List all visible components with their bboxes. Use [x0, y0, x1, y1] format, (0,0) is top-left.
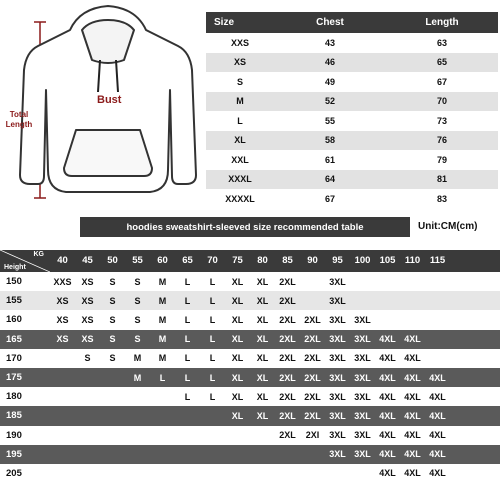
height-cell: 185	[6, 410, 22, 422]
table-caption: hoodies sweatshirt-sleeved size recommended table	[80, 217, 410, 237]
size-recommendation-cell: 4XL	[429, 372, 446, 383]
size-recommendation-cell: XL	[231, 295, 244, 306]
size-table-row	[206, 92, 498, 112]
size-recommendation-cell: L	[184, 353, 191, 364]
total-label: Total	[9, 110, 29, 119]
size-recommendation-cell: 3XL	[329, 430, 346, 441]
size-recommendation-cell: 4XL	[379, 372, 396, 383]
size-recommendation-cell: 2XL	[279, 276, 296, 287]
size-recommendation-cell: 2XL	[304, 372, 321, 383]
size-recommendation-cell: XL	[256, 353, 269, 364]
size-recommendation-cell: S	[134, 276, 141, 287]
length-cell: 70	[436, 96, 447, 107]
height-row	[0, 349, 500, 368]
size-recommendation-cell: S	[109, 276, 116, 287]
bust-label: Bust	[97, 94, 122, 106]
header-length: Length	[425, 17, 459, 28]
size-recommendation-cell: L	[209, 276, 216, 287]
size-recommendation-cell: 3XL	[354, 410, 371, 421]
size-cell: XXS	[230, 37, 249, 48]
weight-column-header: 55	[132, 255, 143, 266]
size-recommendation-cell: XS	[56, 314, 69, 325]
size-recommendation-cell: 4XL	[379, 449, 396, 460]
size-table-row	[206, 72, 498, 92]
size-recommendation-cell: XL	[231, 314, 244, 325]
weight-column-header: 45	[82, 255, 93, 266]
size-recommendation-cell: S	[134, 295, 141, 306]
size-recommendation-cell: 4XL	[404, 353, 421, 364]
size-recommendation-cell: 3XL	[354, 449, 371, 460]
height-cell: 180	[6, 391, 22, 403]
size-recommendation-cell: 2XL	[279, 372, 296, 383]
weight-column-header: 100	[354, 255, 371, 266]
weight-column-header: 115	[429, 255, 446, 266]
size-recommendation-cell: XL	[256, 410, 269, 421]
size-recommendation-cell: 4XL	[379, 334, 396, 345]
size-recommendation-cell: 4XL	[429, 410, 446, 421]
size-recommendation-cell: 2XL	[304, 314, 321, 325]
height-row	[0, 464, 500, 483]
size-recommendation-cell: 3XL	[329, 410, 346, 421]
size-recommendation-cell: S	[109, 334, 116, 345]
size-recommendation-cell: 3XL	[354, 372, 371, 383]
size-table-row	[206, 53, 498, 73]
weight-column-header: 65	[182, 255, 193, 266]
weight-column-header: 40	[57, 255, 68, 266]
height-row	[0, 272, 500, 291]
height-cell: 155	[6, 295, 22, 307]
height-row	[0, 368, 500, 387]
size-recommendation-cell: XS	[81, 276, 94, 287]
size-recommendation-cell: 2XL	[304, 410, 321, 421]
size-table-row	[206, 131, 498, 151]
size-recommendation-cell: 4XL	[379, 391, 396, 402]
size-recommendation-cell: 2XL	[304, 353, 321, 364]
corner-cell	[0, 250, 50, 272]
size-recommendation-cell: XL	[231, 410, 244, 421]
size-recommendation-cell: 2XL	[304, 391, 321, 402]
height-cell: 175	[6, 372, 22, 384]
size-recommendation-cell: 3XL	[329, 295, 346, 306]
chest-cell: 49	[324, 76, 335, 87]
chest-cell: 61	[324, 154, 335, 165]
size-table-row	[206, 33, 498, 53]
size-table-row	[206, 170, 498, 190]
size-recommendation-cell: 4XL	[404, 449, 421, 460]
size-recommendation-cell: 3XL	[354, 430, 371, 441]
size-table-row	[206, 150, 498, 170]
size-recommendation-cell: XL	[231, 372, 244, 383]
size-recommendation-cell: S	[134, 334, 141, 345]
size-recommendation-cell: 4XL	[429, 468, 446, 479]
size-recommendation-cell: S	[134, 314, 141, 325]
size-recommendation-cell: 3XL	[329, 391, 346, 402]
size-table-row	[206, 189, 498, 209]
weight-column-header: 95	[332, 255, 343, 266]
size-recommendation-cell: S	[84, 353, 91, 364]
size-recommendation-cell: 2XI	[305, 430, 320, 441]
height-cell: 190	[6, 429, 22, 441]
size-cell: M	[236, 96, 244, 107]
size-chart-table	[206, 12, 498, 209]
weight-column-header: 110	[404, 255, 421, 266]
size-recommendation-cell: XL	[231, 353, 244, 364]
size-recommendation-cell: M	[158, 314, 167, 325]
size-recommendation-cell: 4XL	[404, 430, 421, 441]
size-recommendation-cell: 2XL	[279, 295, 296, 306]
chest-cell: 55	[324, 115, 335, 126]
size-recommendation-cell: 4XL	[429, 430, 446, 441]
length-cell: 65	[436, 57, 447, 68]
size-recommendation-cell: M	[158, 276, 167, 287]
size-recommendation-cell: 4XL	[379, 430, 396, 441]
size-recommendation-cell: 2XL	[279, 391, 296, 402]
length-cell: 73	[436, 115, 447, 126]
size-recommendation-cell: XS	[81, 295, 94, 306]
size-recommendation-cell: 2XL	[279, 334, 296, 345]
size-recommendation-cell: L	[184, 334, 191, 345]
weight-column-header: 85	[282, 255, 293, 266]
length-cell: 79	[436, 154, 447, 165]
size-recommendation-cell: S	[109, 353, 116, 364]
weight-unit-label: KG	[33, 251, 44, 258]
size-cell: L	[237, 115, 243, 126]
size-recommendation-cell: 3XL	[329, 353, 346, 364]
size-recommendation-cell: 3XL	[329, 372, 346, 383]
chest-cell: 67	[324, 193, 335, 204]
size-recommendation-cell: M	[133, 372, 142, 383]
chest-cell: 52	[324, 96, 335, 107]
header-chest: Chest	[316, 17, 344, 28]
size-recommendation-cell: XL	[256, 334, 269, 345]
weight-column-header: 75	[232, 255, 243, 266]
length-cell: 81	[436, 174, 447, 185]
size-cell: XXXL	[228, 174, 252, 185]
height-row	[0, 406, 500, 425]
height-cell: 195	[6, 448, 22, 460]
size-recommendation-cell: L	[184, 295, 191, 306]
size-recommendation-cell: 4XL	[404, 391, 421, 402]
height-cell: 205	[6, 467, 22, 479]
size-recommendation-cell: L	[209, 391, 216, 402]
size-recommendation-cell: S	[109, 314, 116, 325]
chest-cell: 58	[324, 135, 335, 146]
height-row	[0, 387, 500, 406]
size-recommendation-cell: 3XL	[354, 353, 371, 364]
height-cell: 165	[6, 333, 22, 345]
length-label: Length	[5, 120, 33, 129]
size-recommendation-cell: L	[209, 295, 216, 306]
size-recommendation-cell: XL	[231, 276, 244, 287]
size-recommendation-cell: XL	[256, 314, 269, 325]
size-recommendation-cell: 2XL	[304, 334, 321, 345]
size-recommendation-cell: XS	[81, 314, 94, 325]
size-recommendation-cell: 3XL	[329, 276, 346, 287]
height-cell: 150	[6, 276, 22, 288]
height-row	[0, 291, 500, 310]
size-recommendation-cell: L	[209, 314, 216, 325]
weight-column-header: 50	[107, 255, 118, 266]
size-recommendation-cell: XL	[256, 372, 269, 383]
size-recommendation-cell: XL	[256, 295, 269, 306]
size-recommendation-cell: 2XL	[279, 314, 296, 325]
size-recommendation-cell: 3XL	[329, 334, 346, 345]
size-recommendation-cell: XXS	[53, 276, 72, 287]
weight-column-header: 90	[307, 255, 318, 266]
size-recommendation-cell: XS	[56, 295, 69, 306]
hoodie-diagram	[0, 0, 205, 205]
size-recommendation-cell: L	[209, 353, 216, 364]
size-recommendation-cell: 4XL	[379, 353, 396, 364]
size-recommendation-cell: L	[184, 391, 191, 402]
size-recommendation-cell: M	[158, 334, 167, 345]
height-axis-label: Height	[4, 264, 26, 271]
size-recommendation-cell: 4XL	[404, 468, 421, 479]
size-recommendation-cell: XS	[81, 334, 94, 345]
size-recommendation-cell: 4XL	[379, 410, 396, 421]
size-recommendation-cell: M	[158, 295, 167, 306]
size-recommendation-grid	[0, 250, 500, 483]
size-recommendation-cell: XL	[256, 391, 269, 402]
size-table-header	[206, 12, 498, 33]
size-recommendation-cell: 2XL	[279, 410, 296, 421]
size-recommendation-cell: XS	[56, 334, 69, 345]
size-cell: XXL	[231, 154, 249, 165]
size-recommendation-cell: L	[184, 314, 191, 325]
height-cell: 170	[6, 352, 22, 364]
size-recommendation-cell: 2XL	[279, 353, 296, 364]
size-recommendation-cell: L	[184, 276, 191, 287]
chest-cell: 46	[324, 57, 335, 68]
length-cell: 83	[436, 193, 447, 204]
size-recommendation-cell: M	[133, 353, 142, 364]
height-cell: 160	[6, 314, 22, 326]
size-table-row	[206, 111, 498, 131]
weight-column-header: 80	[257, 255, 268, 266]
size-recommendation-cell: 2XL	[279, 430, 296, 441]
size-recommendation-cell: 3XL	[329, 314, 346, 325]
size-cell: XS	[233, 57, 246, 68]
header-size: Size	[214, 17, 235, 28]
weight-column-header: 70	[207, 255, 218, 266]
height-row	[0, 330, 500, 349]
height-row	[0, 445, 500, 464]
length-cell: 63	[436, 37, 447, 48]
size-recommendation-cell: M	[158, 353, 167, 364]
size-recommendation-cell: 3XL	[354, 314, 371, 325]
weight-column-header: 60	[157, 255, 168, 266]
height-row	[0, 426, 500, 445]
unit-label: Unit:CM(cm)	[418, 221, 478, 232]
chest-cell: 64	[324, 174, 335, 185]
size-recommendation-cell: L	[159, 372, 166, 383]
size-recommendation-cell: L	[209, 372, 216, 383]
size-recommendation-cell: 4XL	[429, 449, 446, 460]
size-recommendation-cell: 4XL	[404, 372, 421, 383]
size-cell: XXXXL	[225, 193, 255, 204]
size-cell: XL	[234, 135, 246, 146]
size-recommendation-cell: L	[209, 334, 216, 345]
size-recommendation-cell: L	[184, 372, 191, 383]
size-recommendation-cell: 4XL	[404, 334, 421, 345]
size-recommendation-cell: 4XL	[404, 410, 421, 421]
size-recommendation-cell: S	[109, 295, 116, 306]
size-recommendation-cell: XL	[256, 276, 269, 287]
size-recommendation-cell: 3XL	[354, 391, 371, 402]
size-recommendation-cell: XL	[231, 391, 244, 402]
total-length-label	[4, 110, 34, 130]
size-recommendation-cell: 4XL	[429, 391, 446, 402]
height-row	[0, 310, 500, 329]
size-recommendation-cell: 3XL	[354, 334, 371, 345]
chest-cell: 43	[324, 37, 335, 48]
length-cell: 67	[436, 76, 447, 87]
size-cell: S	[236, 76, 243, 87]
size-recommendation-cell: 3XL	[329, 449, 346, 460]
size-recommendation-cell: XL	[231, 334, 244, 345]
weight-column-header: 105	[379, 255, 396, 266]
length-cell: 76	[436, 135, 447, 146]
size-recommendation-cell: 4XL	[379, 468, 396, 479]
weight-header-row	[0, 250, 500, 272]
